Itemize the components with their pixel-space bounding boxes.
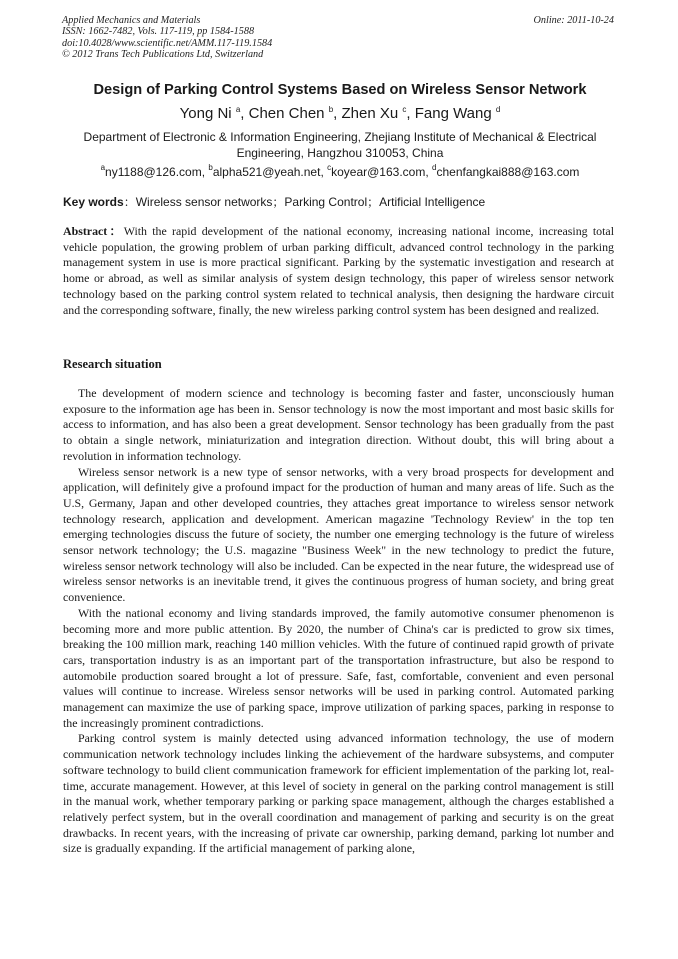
abstract-text: With the rapid development of the national economy, increasing national income, increasing total vehicle population, the growing problem of urban parking difficult, advanced control technology in the parking management system in use is more practical significant. Parking by the systematic investigation and research at home or abroad, as well as similar analysis of system design technology, this paper of wireless sensor network technology based on the parking control system related to technical analysis, then designing the hardware circuit and the corresponding software, finally, the new wireless parking control system has been designed and realized. — [63, 224, 614, 317]
email-address[interactable]: alpha521@yeah.net — [212, 165, 321, 179]
author-mark: d — [495, 105, 501, 114]
paragraph: The development of modern science and technology is becoming faster and faster, unconsciously human exposure to the information age has been in. Sensor technology is now the most important and most basic skills for access to information, and has also been a great development. Sensor technology has been gradually from the past to obtain a single network, miniaturization and integration direction. Without doubt, this will bring about a revolution in information technology. — [63, 386, 614, 463]
author-name: Zhen Xu — [341, 105, 399, 122]
keywords-text: Wireless sensor networks；Parking Control；Artificial Intelligence — [135, 195, 486, 209]
email-mark: a — [100, 163, 106, 172]
publication-header — [62, 15, 614, 61]
author-name: Fang Wang — [414, 105, 492, 122]
email-address[interactable]: koyear@163.com — [331, 165, 426, 179]
author-name: Yong Ni — [179, 105, 232, 122]
keywords-line — [63, 194, 623, 210]
paragraph: Parking control system is mainly detected using advanced information technology, the use of modern communication network technology includes linking the achievement of the hardware subsystems, and computer software technology to build client communication framework for efficient implementation of the parking lot, real-time, accurate management. However, at this level of society in general on the parking control management is still in the manual work, whether temporary parking or parking space management, although the charges established a relatively perfect system, but in the overall coordination and management of parking and security is on the great drawbacks. In recent years, with the increasing of private car ownership, parking demand, parking lot number and size is gradually expanding. If the artificial management of parking alone, — [63, 731, 614, 856]
journal-name: Applied Mechanics and Materials — [62, 15, 201, 26]
author-list: Yong Ni $^a$, Chen Chen $^b$, Zhen Xu $^c$, Fang Wang $^d$ — [179, 105, 501, 122]
email-address[interactable]: chenfangkai888@163.com — [436, 165, 580, 179]
abstract-separator: ： — [107, 224, 124, 238]
author-name: Chen Chen — [248, 105, 325, 122]
keywords-separator: ： — [123, 195, 136, 209]
affiliation: Department of Electronic & Information Engineering, Zhejiang Institute of Mechanical & Electrical Engineering, Hangzhou 310053, China — [83, 130, 597, 160]
author-mark: c — [402, 105, 407, 114]
email-mark: c — [327, 163, 332, 172]
paper-title: Design of Parking Control Systems Based on Wireless Sensor Network — [93, 82, 587, 98]
issn-line: ISSN: 1662-7482, Vols. 117-119, pp 1584-1588 — [62, 26, 255, 38]
copyright-line: © 2012 Trans Tech Publications Ltd, Switzerland — [62, 49, 264, 61]
section-body — [63, 386, 614, 857]
paragraph: With the national economy and living standards improved, the family automotive consumer phenomenon is becoming more and more public attention. By 2020, the number of China's car is predicted to grow six times, breaking the 100 million mark, reaching 140 million vehicles. With the future of continued rapid growth of private cars, transportation industry is as an important part of the transportation infrastructure, but also be respond to automobile production soared brought a lot of pressure. Safe, fast, comfortable, convenient and even personal values will continue to increase. Wireless sensor networks will be used in parking control. Automated parking management can maximize the use of parking space, improve utilization of parking spaces, parking in response to the increasingly prominent contradictions. — [63, 605, 614, 730]
doi-line: doi:10.4028/www.scientific.net/AMM.117-119.1584 — [62, 37, 273, 49]
email-mark: b — [208, 163, 213, 172]
author-mark: a — [235, 105, 241, 114]
keywords-label: Key words — [63, 195, 124, 209]
author-mark: b — [328, 105, 334, 114]
email-mark: d — [432, 163, 437, 172]
email-address[interactable]: ny1188@126.com — [105, 165, 202, 179]
abstract — [63, 224, 614, 318]
email-list: $^a$ny1188@126.com, $^b$alpha521@yeah.net, $^c$koyear@163.com, $^d$chenfangkai888@163.com — [100, 163, 580, 179]
abstract-label: Abstract — [63, 224, 108, 238]
paragraph: Wireless sensor network is a new type of sensor networks, with a very broad prospects for development and application, will definitely give a profound impact for the production of human and many areas of life. Such as the U.S, Germany, Japan and other developed countries, they attaches great importance to wireless sensor network technology research, application and development. American magazine 'Technology Review' in the top ten emerging technologies discuss the future of society, the number one emerging technology is the future of wireless sensor network technology; the U.S. magazine "Business Week" in the new technology to predict the future, wireless sensor network technology will also be included. Can be expected in the near future, the widespread use of wireless sensor networks is an inevitable trend, it gives the continuous progress of human society, and bring great convenience. — [63, 464, 614, 605]
online-date: Online: 2011-10-24 — [533, 15, 614, 26]
section-heading: Research situation — [63, 357, 162, 371]
